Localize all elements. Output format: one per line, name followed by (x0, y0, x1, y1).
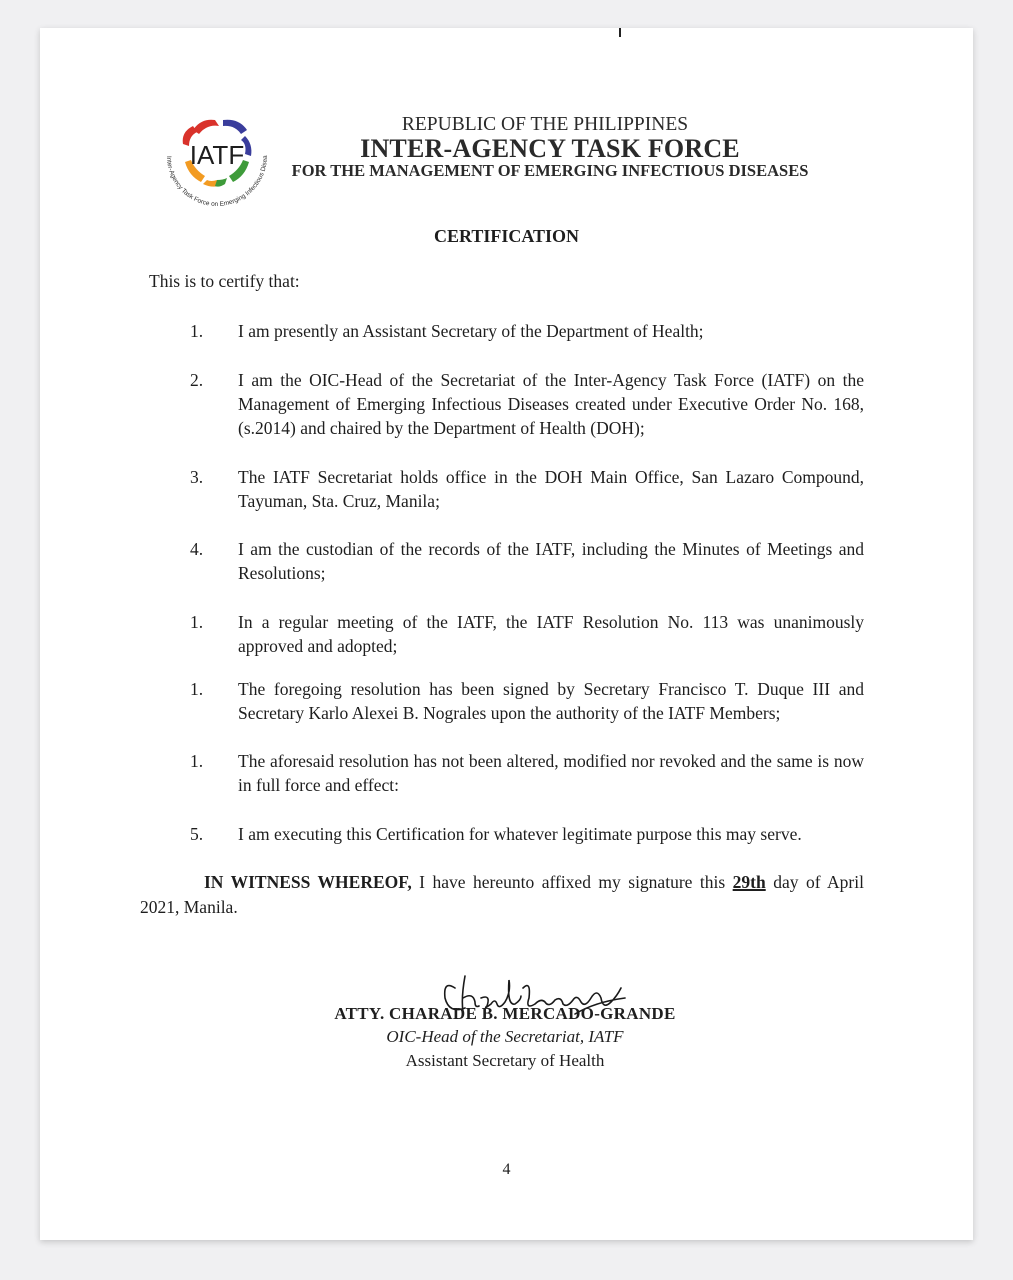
witness-lead: IN WITNESS WHEREOF, (204, 872, 412, 892)
iatf-logo (153, 96, 281, 214)
signatory-position: OIC-Head of the Secretariat, IATF (386, 1027, 624, 1046)
page-number: 4 (502, 1161, 511, 1178)
list-item-number: 1. (190, 751, 204, 771)
list-item-number: 2. (190, 370, 204, 390)
signatory-name: ATTY. CHARADE B. MERCADO-GRANDE (334, 1004, 676, 1023)
list-item-text: The aforesaid resolution has not been altered, modified nor revoked and the same is now in full force and effect: (238, 751, 864, 795)
list-item-number: 4. (190, 539, 204, 559)
intro-text: This is to certify that: (149, 271, 300, 291)
list-item-text: I am the OIC-Head of the Secretariat of the Inter-Agency Task Force (IATF) on the Management of Emerging Infectious Diseases created under Executive Order No. 168, (s.2014) and chaired by the Department of Health (DOH); (238, 370, 864, 438)
list-item-text: The foregoing resolution has been signed by Secretary Francisco T. Duque III and Secretary Karlo Alexei B. Nograles upon the authority of the IATF Members; (238, 679, 864, 723)
list-item-text: The IATF Secretariat holds office in the DOH Main Office, San Lazaro Compound, Tayuman, Sta. Cruz, Manila; (238, 467, 864, 511)
signatory-title: Assistant Secretary of Health (405, 1051, 605, 1070)
scan-mark (619, 28, 621, 37)
header-republic: REPUBLIC OF THE PHILIPPINES (401, 114, 689, 135)
list-item-number: 1. (190, 321, 204, 341)
header-subtitle: FOR THE MANAGEMENT OF EMERGING INFECTIOUS DISEASES (291, 161, 809, 180)
list-item-number: 3. (190, 467, 204, 487)
witness-day: 29th (732, 872, 766, 892)
witness-text-before: I have hereunto affixed my signature this (411, 872, 733, 892)
witness-paragraph (140, 870, 864, 920)
list-item-text: I am presently an Assistant Secretary of the Department of Health; (238, 321, 704, 341)
list-item-text: I am executing this Certification for whatever legitimate purpose this may serve. (238, 824, 802, 844)
witness-text-after: day of April 2021, Manila. (140, 872, 864, 917)
list-item-text: I am the custodian of the records of the IATF, including the Minutes of Meetings and Resolutions; (238, 539, 864, 583)
list-item-number: 5. (190, 824, 204, 844)
list-item-number: 1. (190, 679, 204, 699)
document-title: CERTIFICATION (433, 226, 580, 246)
document-page (40, 28, 973, 1240)
logo-text: IATF (189, 140, 245, 170)
header-agency: INTER-AGENCY TASK FORCE (360, 134, 740, 163)
list-item-number: 1. (190, 612, 204, 632)
logo-ring-textpath: Inter-Agency Task Force on Emerging Infectious Disea (164, 155, 270, 209)
list-item-text: In a regular meeting of the IATF, the IATF Resolution No. 113 was unanimously approved and adopted; (238, 612, 864, 656)
